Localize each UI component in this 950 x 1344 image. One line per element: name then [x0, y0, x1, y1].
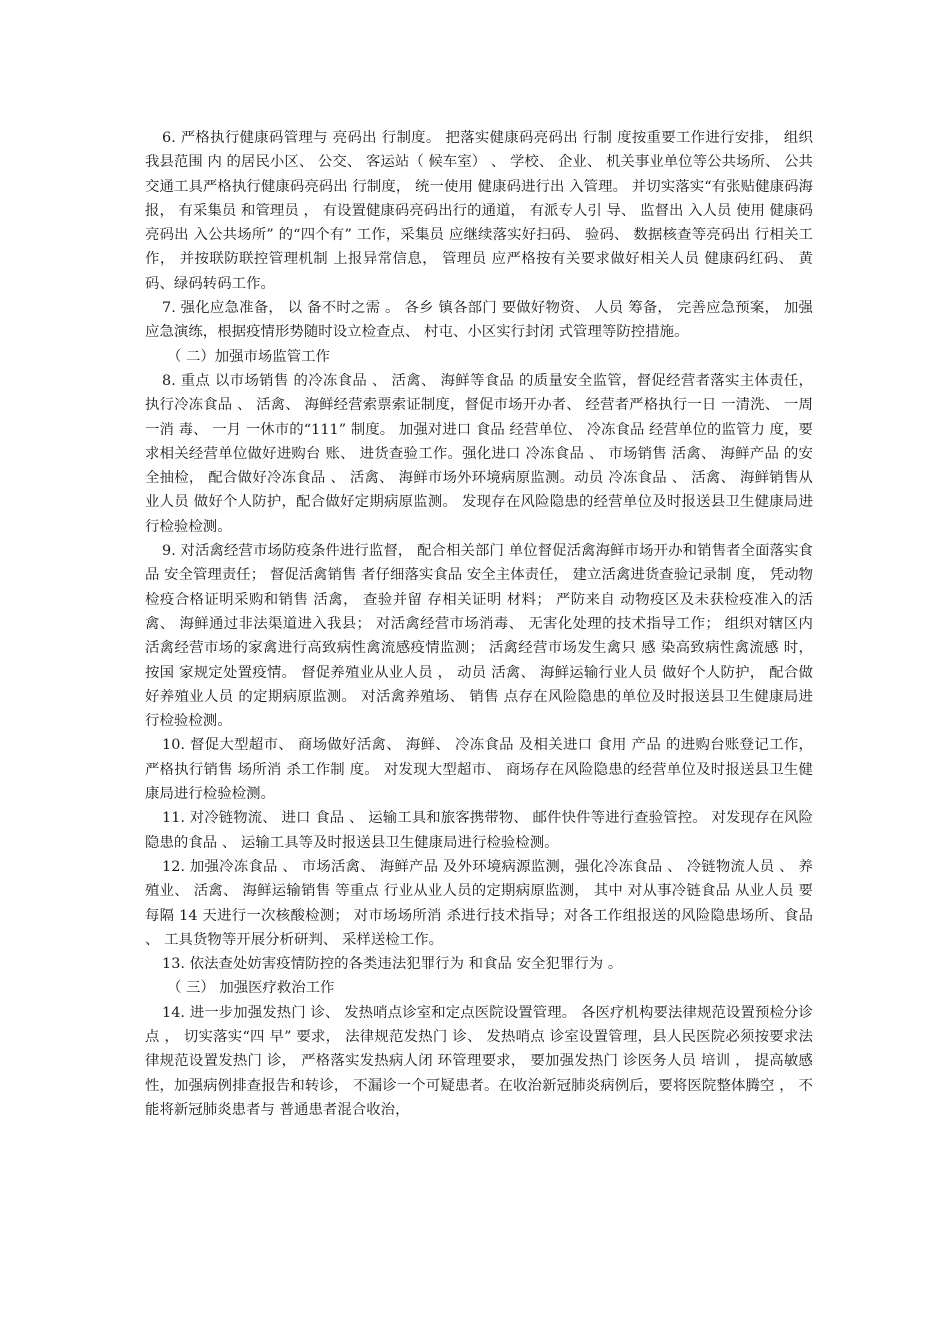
paragraph-item-7: 7. 强化应急准备， 以 备不时之需 。 各乡 镇各部门 要做好物资、 人员 筹备， 完善应急预案， 加强应急演练，根据疫情形势随时设立检查点、 村屯、小区实行封闭 式管理等防控措施。	[145, 300, 813, 341]
section-heading-market-supervision: （ 二）加强市场监管工作	[167, 348, 330, 365]
paragraph-item-6: 6. 严格执行健康码管理与 亮码出 行制度。 把落实健康码亮码出 行制 度按重要工作进行安排， 组织我县范围 内 的居民小区、 公交、 客运站（ 候车室） 、 学校、 企业、 机关事业单位等公共场所、 公共交通工具严格执行健康码亮码出 行制度， 统一使用 健康码进行出 入管理。 并切实落实“有张贴健康码海报， 有采集员 和管理员 ， 有设置健康码亮码出行的通道， 有派专人引 导、 监督出 入人员 使用 健康码亮码出 入公共场所” 的“四个有” 工作，采集员 应继续落实好扫码、 验码、 数据核查等亮码出 行相关工作， 并按联防联控管理机制 上报异常信息， 管理员 应严格按有关要求做好相关人员 健康码红码、 黄码、绿码转码工作。	[145, 130, 813, 292]
paragraph-item-14: 14. 进一步加强发热门 诊、 发热哨点诊室和定点医院设置管理。 各医疗机构要法律规范设置预检分诊点 ， 切实落实“四 早” 要求， 法律规范发热门 诊、 发热哨点 诊室设置管理，县人民医院必须按要求法律规范设置发热门 诊， 严格落实发热病人闭 环管理要求， 要加强发热门 诊医务人员 培训 ， 提高敏感性，加强病例排查报告和转诊， 不漏诊一个可疑患者。在收治新冠肺炎病例后，要将医院整体腾空 ， 不能将新冠肺炎患者与 普通患者混合收治，	[145, 1004, 813, 1118]
paragraph-item-12: 12. 加强冷冻食品 、 市场活禽、 海鲜产品 及外环境病源监测，强化冷冻食品 、 冷链物流人员 、 养殖业、 活禽、 海鲜运输销售 等重点 行业从业人员的定期病原监测， 其中 对从事冷链食品 从业人员 要每隔 14 天进行一次核酸检测； 对市场场所消 杀进行技术指导；对各工作组报送的风险隐患场所、食品 、 工具货物等开展分析研判、 采样送检工作。	[145, 858, 813, 948]
paragraph-item-8: 8. 重点 以市场销售 的冷冻食品 、 活禽、 海鲜等食品 的质量安全监管，督促经营者落实主体责任， 执行冷冻食品 、 活禽、 海鲜经营索票索证制度，督促市场开办者、 经营者严格执行一日 一清洗、 一周 一消 毒、 一月 一休市的“111” 制度。 加强对进口 食品 经营单位、 冷冻食品 经营单位的监管力 度，要求相关经营单位做好进购台 账、 进货查验工作。强化进口 冷冻食品 、 市场销售 活禽、 海鲜产品 的安全抽检， 配合做好冷冻食品 、 活禽、 海鲜市场外环境病原监测。动员 冷冻食品 、 活禽、 海鲜销售从业人员 做好个人防护，配合做好定期病原监测。 发现存在风险隐患的经营单位及时报送县卫生健康局进行检验检测。	[145, 372, 813, 535]
paragraph-item-10: 10. 督促大型超市、 商场做好活禽、 海鲜、 冷冻食品 及相关进口 食用 产品 的进购台账登记工作， 严格执行销售 场所消 杀工作制 度。 对发现大型超市、 商场存在风险隐患的经营单位及时报送县卫生健康局进行检验检测。	[145, 737, 813, 803]
section-heading-medical-treatment: （ 三） 加强医疗救治工作	[167, 980, 335, 997]
paragraph-item-13: 13. 依法查处妨害疫情防控的各类违法犯罪行为 和食品 安全犯罪行为 。	[162, 956, 623, 973]
paragraph-item-11: 11. 对冷链物流、 进口 食品 、 运输工具和旅客携带物、 邮件快件等进行查验管控。 对发现存在风险隐患的食品 、 运输工具等及时报送县卫生健康局进行检验检测。	[145, 810, 813, 851]
document-body	[145, 126, 813, 1122]
paragraph-item-9: 9. 对活禽经营市场防疫条件进行监督， 配合相关部门 单位督促活禽海鲜市场开办和销售者全面落实食品 安全管理责任； 督促活禽销售 者仔细落实食品 安全主体责任， 建立活禽进货查验记录制 度， 凭动物检疫合格证明采购和销售 活禽， 查验并留 存相关证明 材料； 严防来自 动物疫区及未获检疫准入的活禽、 海鲜通过非法渠道进入我县； 对活禽经营市场消毒、 无害化处理的技术指导工作； 组织对辖区内 活禽经营市场的家禽进行高致病性禽流感疫情监测； 活禽经营市场发生禽只 感 染高致病性禽流感 时， 按国 家规定处置疫情。 督促养殖业从业人员 ， 动员 活禽、 海鲜运输行业人员 做好个人防护， 配合做好养殖业人员 的定期病原监测。 对活禽养殖场、 销售 点存在风险隐患的单位及时报送县卫生健康局进行检验检测。	[145, 543, 813, 730]
